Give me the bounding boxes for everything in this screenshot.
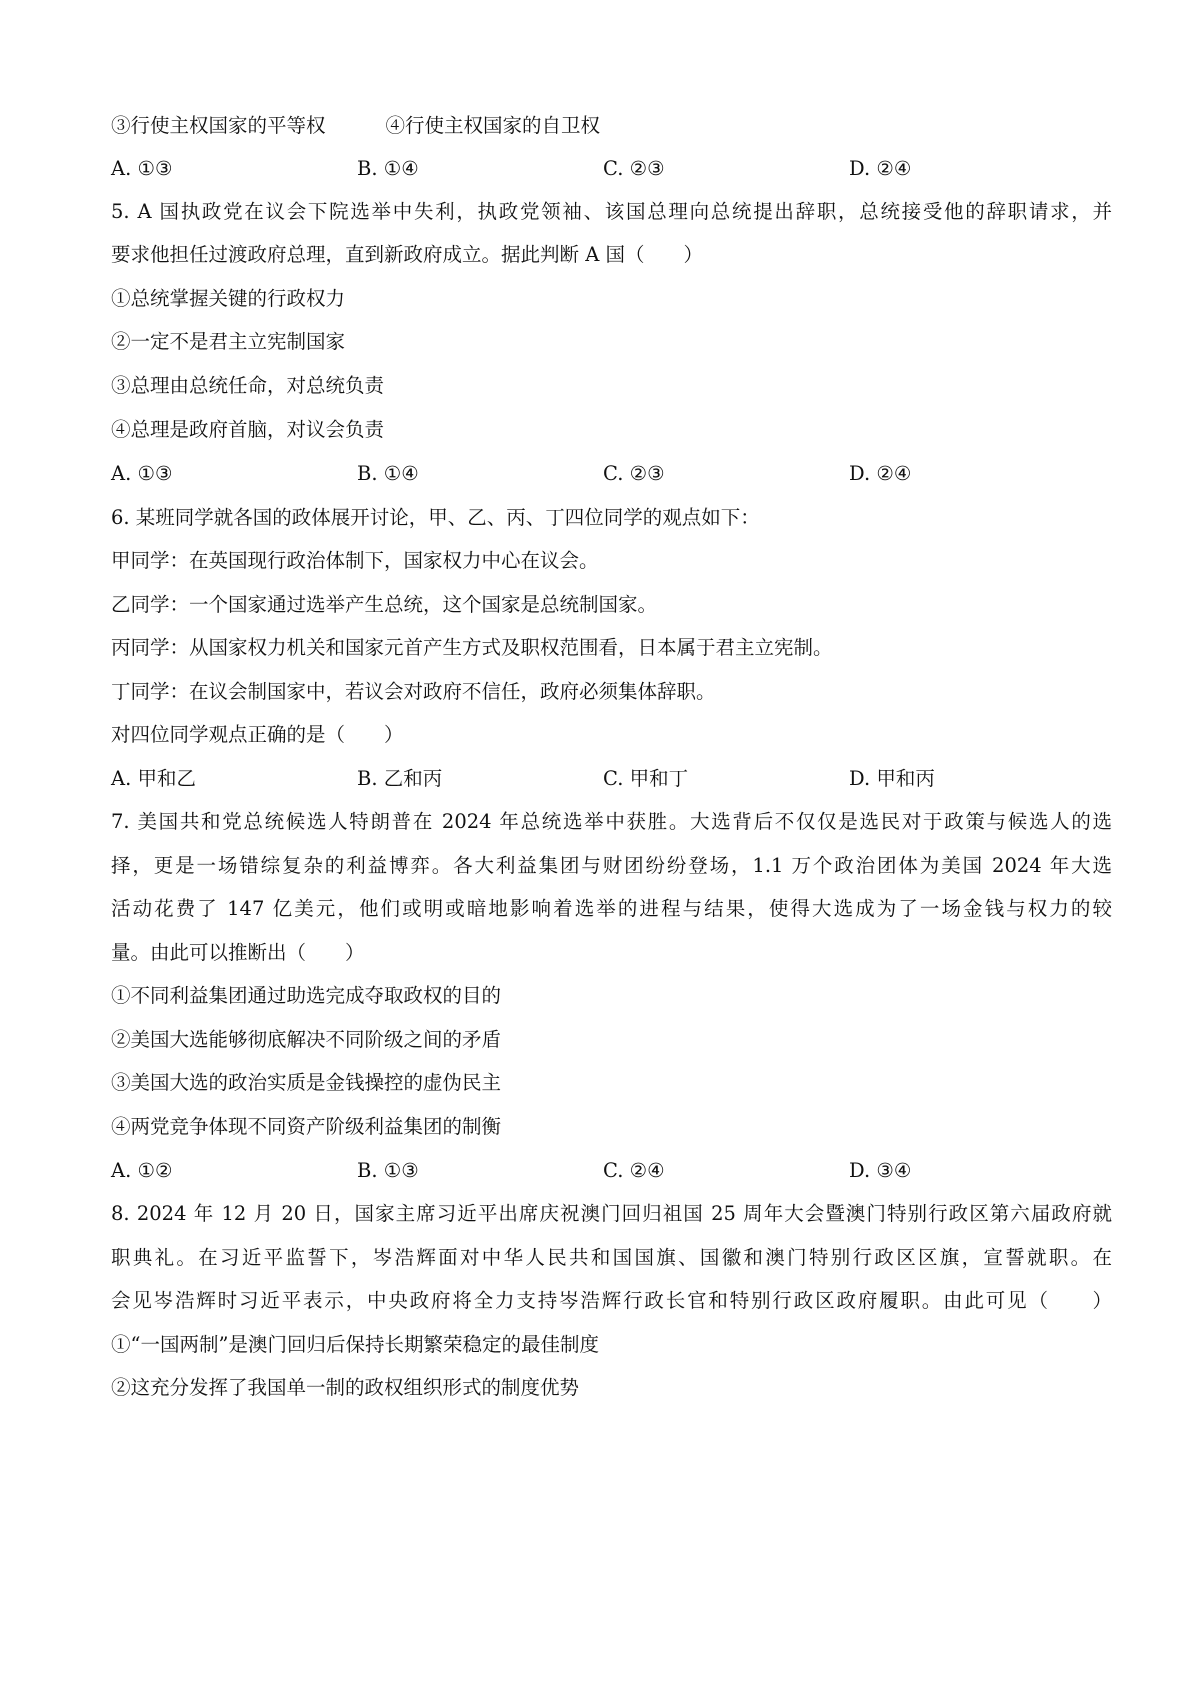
q6-view-bing: 丙同学：从国家权力机关和国家元首产生方式及职权范围看，日本属于君主立宪制。 (111, 636, 833, 659)
q4-option-a: A. ①③ (111, 157, 173, 180)
q6-view-jia: 甲同学：在英国现行政治体制下，国家权力中心在议会。 (111, 549, 599, 572)
q7-option-a: A. ①② (111, 1159, 173, 1182)
q7-option-b: B. ①③ (357, 1159, 419, 1182)
q8-item-2: ②这充分发挥了我国单一制的政权组织形式的制度优势 (111, 1376, 580, 1399)
q6-question: 对四位同学观点正确的是（ ） (111, 723, 404, 746)
q5-option-d: D. ②④ (849, 462, 912, 485)
q5-option-a: A. ①③ (111, 462, 173, 485)
q5-option-c: C. ②③ (603, 462, 665, 485)
q8-stem-line-3: 会见岑浩辉时习近平表示，中央政府将全力支持岑浩辉行政长官和特别行政区政府履职。由此可见（ ） (111, 1289, 1112, 1312)
q7-item-3: ③美国大选的政治实质是金钱操控的虚伪民主 (111, 1071, 502, 1094)
q6-stem: 6. 某班同学就各国的政体展开讨论，甲、乙、丙、丁四位同学的观点如下： (111, 506, 760, 529)
q7-option-c: C. ②④ (603, 1159, 665, 1182)
q5-stem-line-1: 5. A 国执政党在议会下院选举中失利，执政党领袖、该国总理向总统提出辞职，总统接受他的辞职请求，并 (111, 200, 1112, 223)
q7-stem-line-2: 择，更是一场错综复杂的利益博弈。各大利益集团与财团纷纷登场，1.1 万个政治团体为美国 2024 年大选 (111, 854, 1112, 877)
q6-option-d: D. 甲和丙 (849, 767, 935, 790)
q7-item-4: ④两党竞争体现不同资产阶级利益集团的制衡 (111, 1115, 502, 1138)
q5-option-b: B. ①④ (357, 462, 419, 485)
q5-item-2: ②一定不是君主立宪制国家 (111, 330, 346, 353)
q6-option-a: A. 甲和乙 (111, 767, 196, 790)
q7-stem-line-1: 7. 美国共和党总统候选人特朗普在 2024 年总统选举中获胜。大选背后不仅仅是选民对于政策与候选人的选 (111, 810, 1112, 833)
q8-stem-line-1: 8. 2024 年 12 月 20 日，国家主席习近平出席庆祝澳门回归祖国 25 周年大会暨澳门特别行政区第六届政府就 (111, 1202, 1112, 1225)
q4-item-4: ④行使主权国家的自卫权 (385, 114, 601, 137)
q4-option-d: D. ②④ (849, 157, 912, 180)
q8-item-1: ①“一国两制”是澳门回归后保持长期繁荣稳定的最佳制度 (111, 1333, 599, 1356)
q7-stem-line-3: 活动花费了 147 亿美元，他们或明或暗地影响着选举的进程与结果，使得大选成为了一场金钱与权力的较 (111, 897, 1112, 920)
q5-stem-line-2: 要求他担任过渡政府总理，直到新政府成立。据此判断 A 国（ ） (111, 243, 703, 266)
q5-item-1: ①总统掌握关键的行政权力 (111, 287, 346, 310)
q4-option-b: B. ①④ (357, 157, 419, 180)
q7-item-1: ①不同利益集团通过助选完成夺取政权的目的 (111, 984, 502, 1007)
q6-option-b: B. 乙和丙 (357, 767, 443, 790)
q4-item-3: ③行使主权国家的平等权 (111, 114, 326, 137)
q7-stem-line-4: 量。由此可以推断出（ ） (111, 941, 365, 964)
q8-stem-line-2: 职典礼。在习近平监誓下，岑浩辉面对中华人民共和国国旗、国徽和澳门特别行政区区旗，宣誓就职。在 (111, 1246, 1112, 1269)
q5-item-3: ③总理由总统任命，对总统负责 (111, 374, 385, 397)
q4-items-line (111, 112, 1112, 140)
q4-option-c: C. ②③ (603, 157, 665, 180)
q6-view-ding: 丁同学：在议会制国家中，若议会对政府不信任，政府必须集体辞职。 (111, 680, 716, 703)
q5-item-4: ④总理是政府首脑，对议会负责 (111, 418, 385, 441)
q6-option-c: C. 甲和丁 (603, 767, 689, 790)
q7-item-2: ②美国大选能够彻底解决不同阶级之间的矛盾 (111, 1028, 502, 1051)
q6-view-yi: 乙同学：一个国家通过选举产生总统，这个国家是总统制国家。 (111, 593, 658, 616)
q7-option-d: D. ③④ (849, 1159, 912, 1182)
